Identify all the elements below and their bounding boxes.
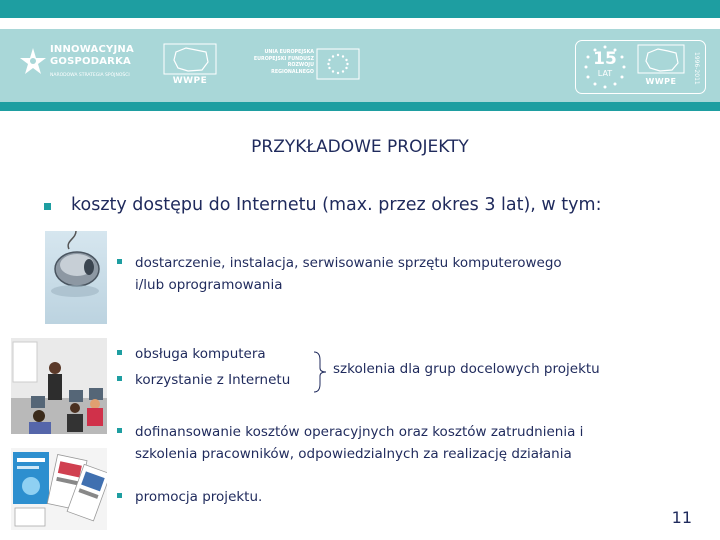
sub-bullet-equipment-line2: i/lub oprogramowania	[135, 277, 283, 293]
logo-subtitle: NARODOWA STRATEGIA SPÓJNOŚCI	[50, 73, 130, 78]
brochures-icon	[11, 448, 107, 530]
bullet-square-icon	[117, 493, 122, 498]
poland-map-icon	[160, 42, 220, 76]
classroom-icon	[11, 338, 107, 434]
sub-bullet-operating-costs-line2: szkolenia pracowników, odpowiedzialnych za realizację działania	[135, 446, 572, 462]
curly-brace-icon	[312, 350, 328, 394]
star-figure-icon	[18, 46, 48, 80]
brochures-photo	[11, 448, 107, 530]
eu-logo	[252, 48, 362, 84]
logo-title: INNOWACYJNA GOSPODARKA	[50, 44, 134, 67]
years-vertical-text: 1996-2011	[693, 51, 700, 85]
innowacyjna-gospodarka-logo	[18, 42, 148, 90]
banner-bottom-bar	[0, 102, 720, 111]
wwpe-label-right: WWPE	[645, 77, 677, 86]
sub-bullet-equipment-line1: dostarczenie, instalacja, serwisowanie sprzętu komputerowego	[135, 255, 562, 271]
wwpe-logo: WWPE	[160, 42, 220, 90]
page-number: 11	[671, 508, 692, 527]
anniversary-number: 15	[593, 49, 617, 69]
slide-title: PRZYKŁADOWE PROJEKTY	[251, 137, 469, 157]
eu-text: UNIA EUROPEJSKA EUROPEJSKI FUNDUSZ ROZWOJU REGIONALNEGO	[253, 50, 314, 75]
poland-map-icon-right	[636, 43, 686, 77]
brace-label: szkolenia dla grup docelowych projektu	[333, 361, 600, 377]
bullet-square-icon	[117, 350, 122, 355]
bullet-square-icon	[117, 259, 122, 264]
bullet-square-icon	[117, 376, 122, 381]
anniversary-logo-box	[575, 40, 706, 94]
computer-mouse-photo	[45, 231, 107, 324]
classroom-photo	[11, 338, 107, 434]
anniversary-word: LAT	[597, 69, 613, 78]
bullet-square-icon	[117, 428, 122, 433]
main-bullet-text: koszty dostępu do Internetu (max. przez okres 3 lat), w tym:	[71, 195, 602, 215]
sub-bullet-operating-costs-line1: dofinansowanie kosztów operacyjnych oraz kosztów zatrudnienia i	[135, 424, 584, 440]
computer-mouse-icon	[45, 231, 107, 324]
eu-flag-icon	[316, 48, 360, 80]
top-teal-bar	[0, 0, 720, 18]
bullet-square-icon	[44, 203, 51, 210]
